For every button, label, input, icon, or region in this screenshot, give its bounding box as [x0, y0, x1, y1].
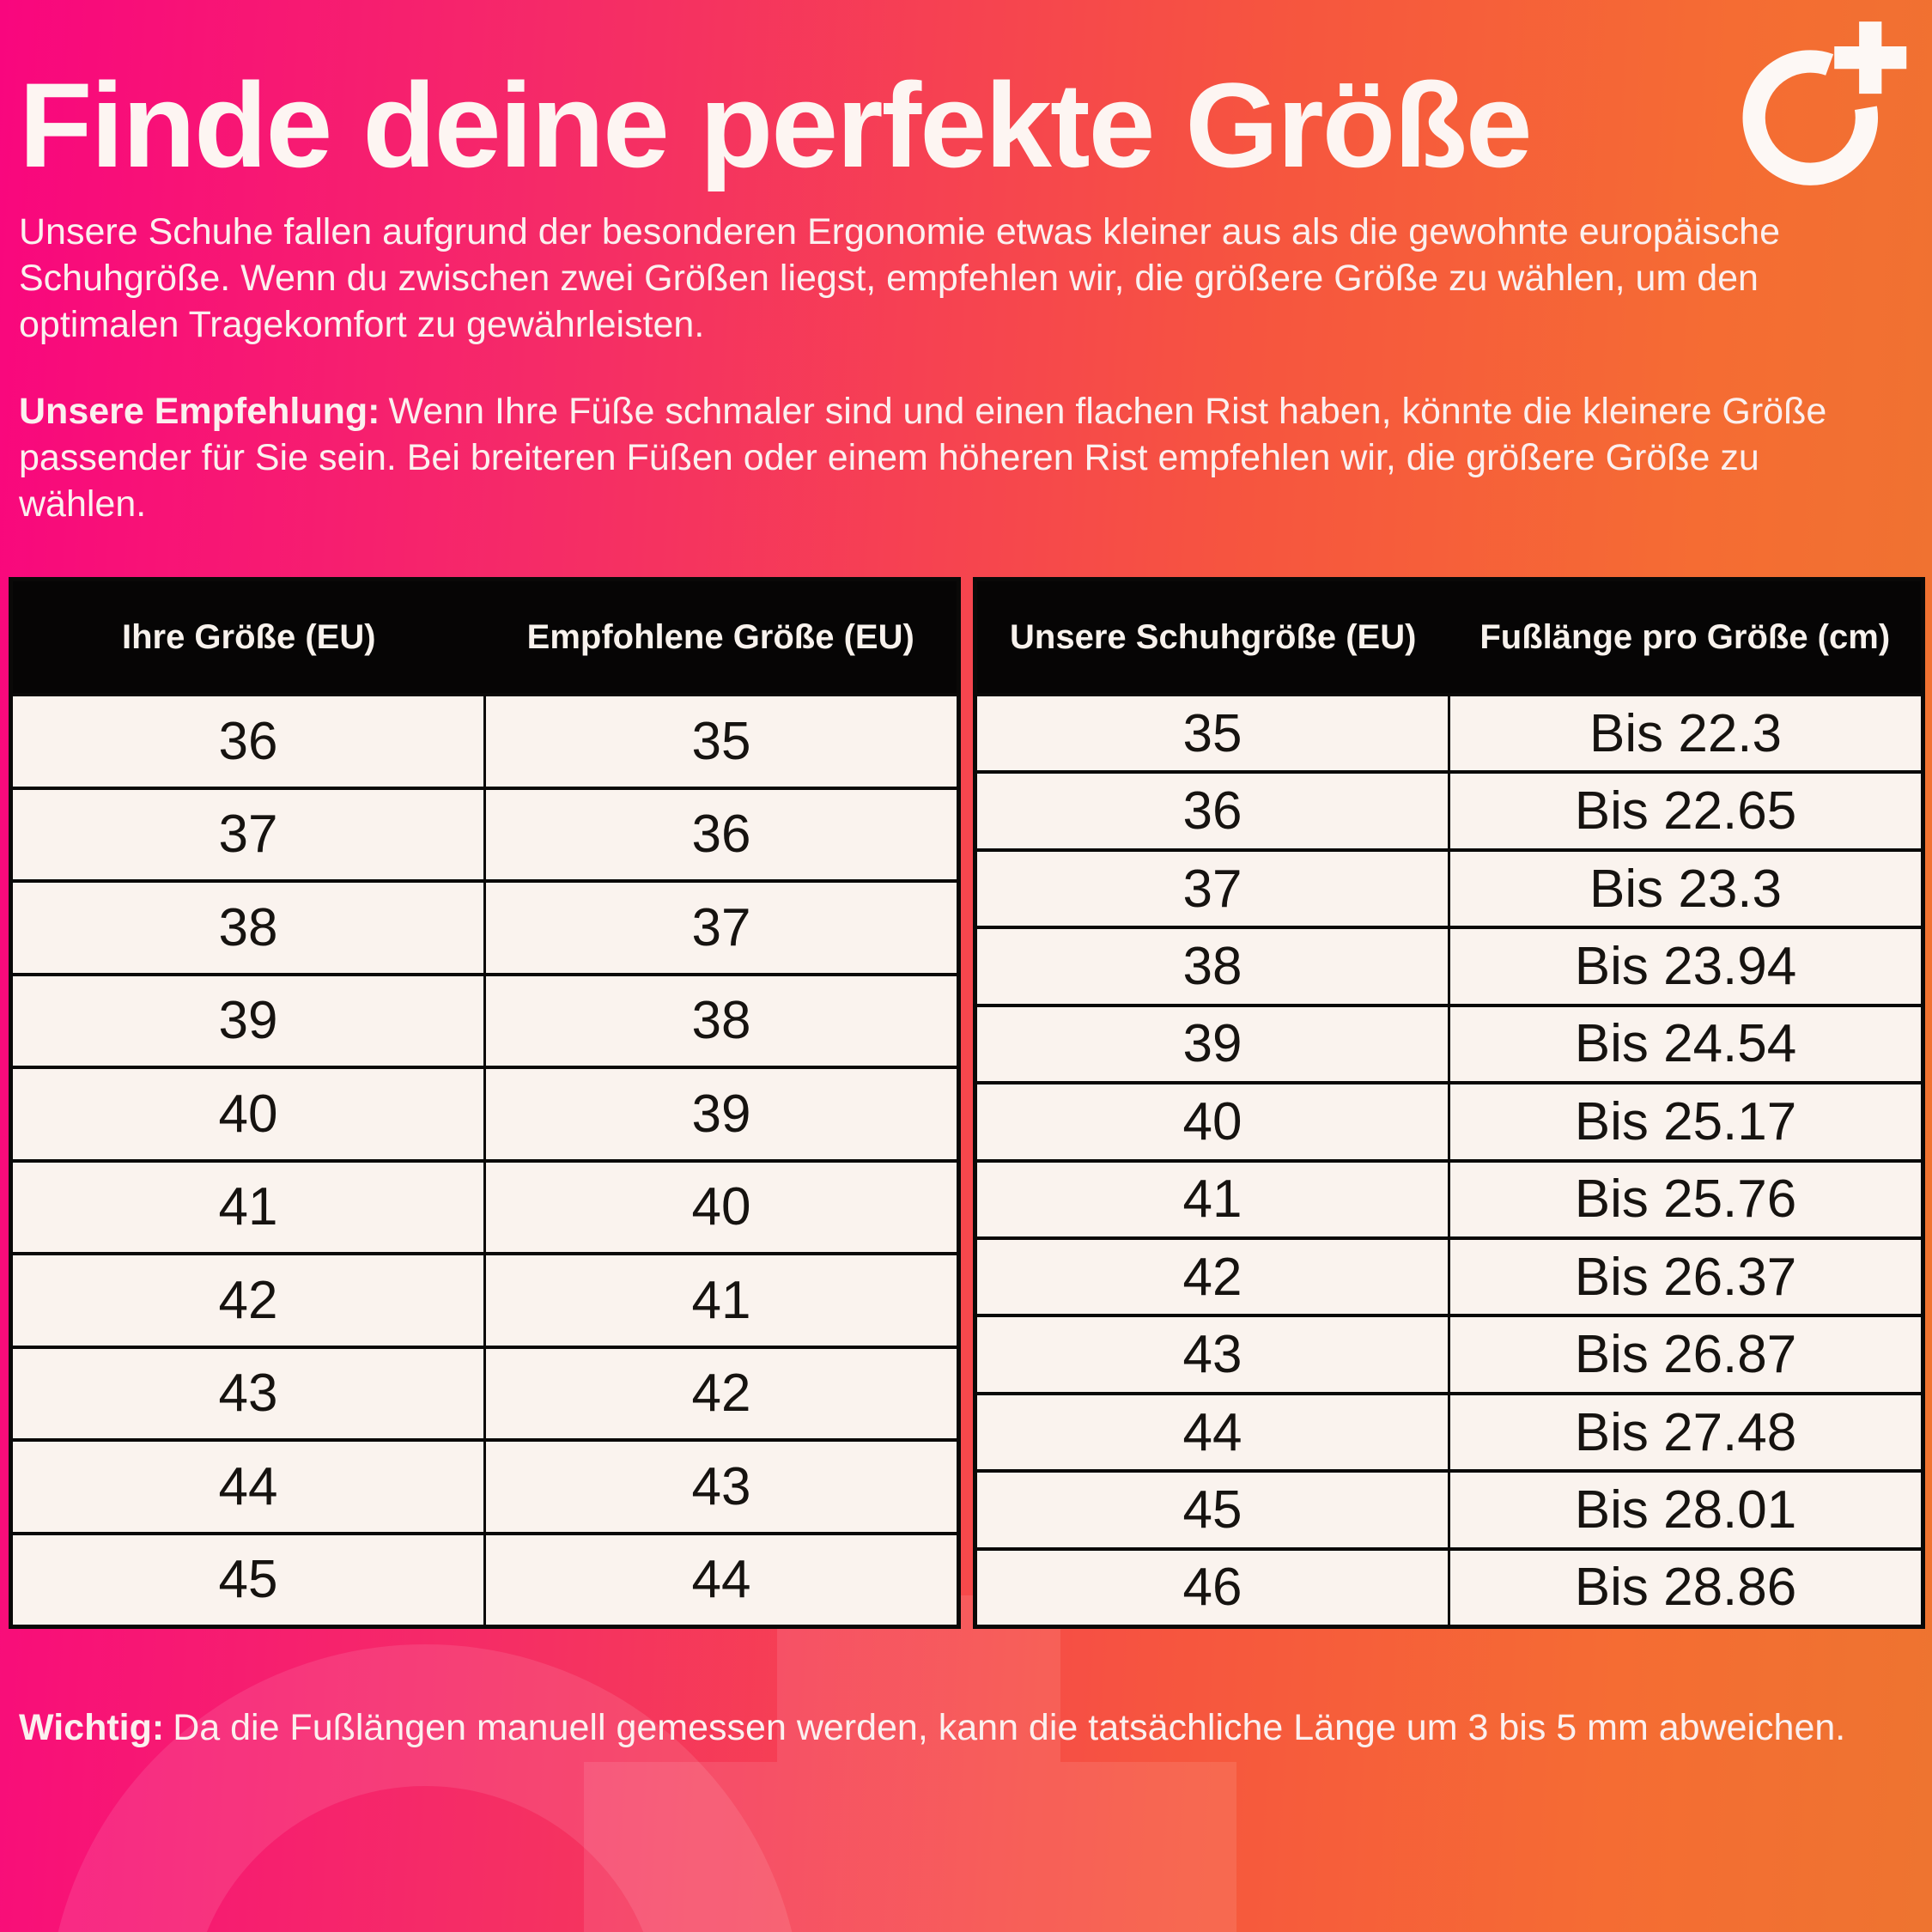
table-row	[13, 1066, 957, 1159]
table-cell: 36	[1182, 781, 1242, 841]
table-cell: 42	[1182, 1247, 1242, 1307]
table-cell: 37	[218, 805, 278, 865]
table-cell: Bis 22.65	[1448, 774, 1921, 848]
table-cell: 42	[218, 1270, 278, 1330]
table-cell: 39	[483, 1069, 957, 1159]
table-row	[977, 1004, 1921, 1081]
table-row	[977, 848, 1921, 926]
table-row	[13, 1346, 957, 1439]
column-header: Ihre Größe (EU)	[121, 617, 376, 656]
table-cell: Bis 27.48	[1448, 1395, 1921, 1469]
table-cell: 35	[1182, 703, 1242, 763]
recommendation-label: Unsere Empfehlung:	[19, 391, 380, 432]
table-cell: 45	[218, 1550, 278, 1610]
table-cell: 38	[1182, 936, 1242, 996]
table-cell: 40	[1182, 1091, 1242, 1151]
table-row	[13, 1532, 957, 1625]
table-row	[977, 1469, 1921, 1546]
table-row	[977, 1236, 1921, 1314]
size-tables	[9, 577, 1925, 1629]
table-cell: 40	[483, 1163, 957, 1253]
important-note	[19, 1704, 1865, 1751]
table-cell: 43	[483, 1442, 957, 1532]
table-cell: 38	[483, 976, 957, 1066]
size-conversion-table	[9, 577, 961, 1629]
table-cell: 39	[1182, 1014, 1242, 1074]
table-row	[977, 1547, 1921, 1625]
table-cell: Bis 28.01	[1448, 1473, 1921, 1546]
table-row	[13, 879, 957, 973]
table-row	[13, 1159, 957, 1253]
table-cell: Bis 24.54	[1448, 1007, 1921, 1081]
table-cell: 44	[218, 1456, 278, 1516]
foot-length-table	[973, 577, 1925, 1629]
table-row	[13, 1438, 957, 1532]
watermark-plus-icon	[584, 1595, 1236, 1932]
table-cell: 36	[218, 711, 278, 771]
table-cell: 37	[483, 883, 957, 973]
table-cell: Bis 25.76	[1448, 1163, 1921, 1236]
table-cell: 39	[218, 991, 278, 1051]
table-cell: Bis 26.37	[1448, 1240, 1921, 1314]
table-cell: 46	[1182, 1558, 1242, 1618]
note-label: Wichtig:	[19, 1707, 165, 1748]
column-header: Fußlänge pro Größe (cm)	[1479, 617, 1891, 656]
table-cell: 43	[1182, 1325, 1242, 1385]
table-cell: Bis 25.17	[1448, 1084, 1921, 1158]
table-row	[977, 1081, 1921, 1158]
table-header-row	[13, 581, 957, 693]
table-cell: 41	[218, 1177, 278, 1237]
table-cell: Bis 26.87	[1448, 1317, 1921, 1391]
intro-text: Unsere Schuhe fallen aufgrund der besonderen Ergonomie etwas kleiner aus als die gewohnte europäische Schuhgröße. Wenn du zwischen zwei Größen liegst, empfehlen wir, die größere Größe zu wählen, um den optimalen Tragekomfort zu gewährleisten.	[19, 211, 1780, 346]
table-row	[13, 693, 957, 787]
table-row	[977, 693, 1921, 770]
table-row	[13, 1252, 957, 1346]
recommendation-text	[19, 388, 1848, 528]
table-cell: Bis 28.86	[1448, 1551, 1921, 1625]
page-title: Finde deine perfekte Größe	[19, 58, 1531, 192]
table-cell: 42	[483, 1349, 957, 1439]
table-header-row	[977, 581, 1921, 693]
table-row	[977, 770, 1921, 848]
recommendation-body: Wenn Ihre Füße schmaler sind und einen flachen Rist haben, könnte die kleinere Größe passender für Sie sein. Bei breiteren Füßen oder einem höheren Rist empfehlen wir, die größere Größe zu wählen.	[19, 391, 1827, 526]
circle-plus-logo-icon	[1728, 16, 1908, 197]
note-body: Da die Fußlängen manuell gemessen werden, kann die tatsächliche Länge um 3 bis 5 mm abweichen.	[173, 1707, 1846, 1748]
table-row	[13, 787, 957, 880]
table-cell: 37	[1182, 859, 1242, 919]
table-cell: 43	[218, 1364, 278, 1424]
table-cell: 45	[1182, 1479, 1242, 1540]
table-cell: 41	[483, 1255, 957, 1346]
table-cell: 44	[1182, 1402, 1242, 1462]
column-header: Empfohlene Größe (EU)	[526, 617, 914, 656]
table-cell: 44	[483, 1535, 957, 1625]
table-cell: 38	[218, 897, 278, 957]
table-cell: Bis 22.3	[1448, 696, 1921, 770]
table-row	[977, 1314, 1921, 1391]
table-row	[977, 926, 1921, 1003]
column-header: Unsere Schuhgröße (EU)	[1010, 617, 1417, 656]
table-cell: 35	[483, 696, 957, 787]
table-cell: Bis 23.3	[1448, 852, 1921, 926]
table-cell: 41	[1182, 1170, 1242, 1230]
table-row	[977, 1159, 1921, 1236]
table-cell: Bis 23.94	[1448, 929, 1921, 1003]
table-cell: 40	[218, 1084, 278, 1144]
table-row	[13, 973, 957, 1066]
table-cell: 36	[483, 790, 957, 880]
table-row	[977, 1392, 1921, 1469]
